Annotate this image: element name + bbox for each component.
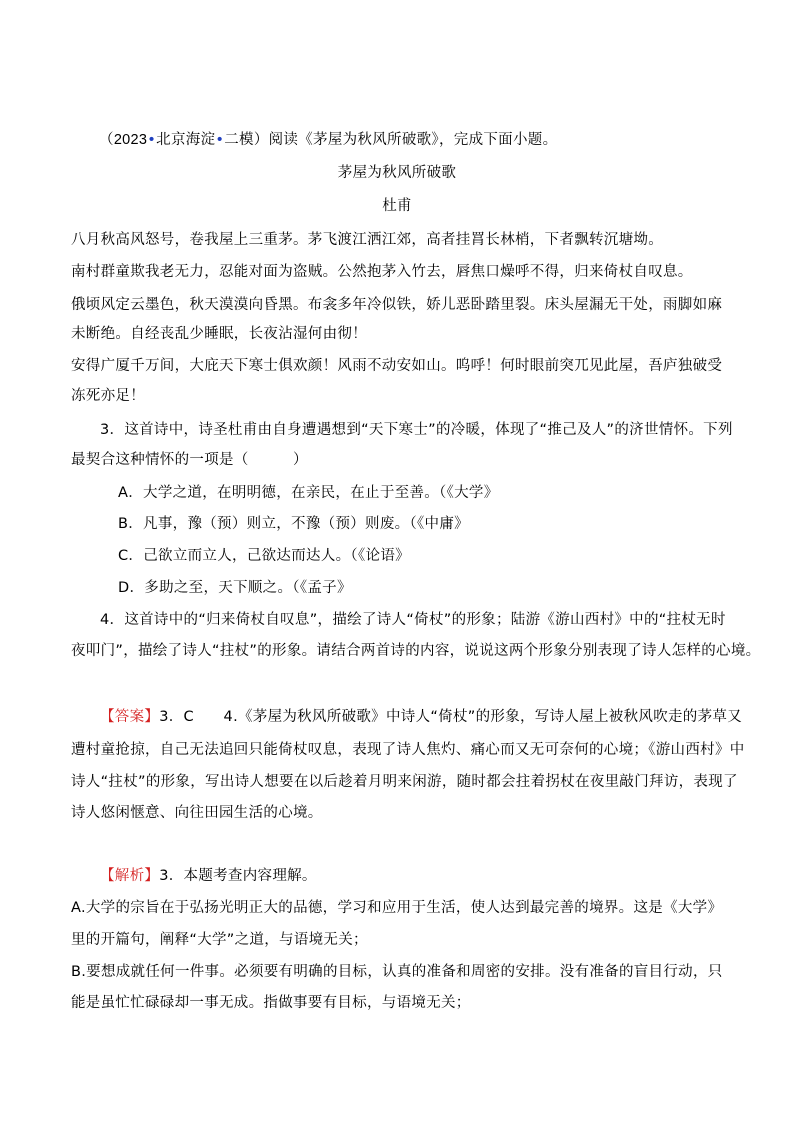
question-3-stem: 3．这首诗中，诗圣杜甫由自身遭遇想到“天下寒士”的冷暖，体现了“推己及人”的济世情怀。下列: [100, 422, 733, 438]
poem-line: 南村群童欺我老无力，忍能对面为盗贼。公然抱茅入竹去，唇焦口燥呼不得，归来倚杖自叹息。: [71, 264, 693, 280]
poem-title: 茅屋为秋风所破歌: [337, 165, 457, 181]
option-c: C．己欲立而立人，己欲达而达人。（《论语》: [118, 548, 410, 564]
analysis-line: 能是虽忙忙碌碌却一事无成。指做事要有目标，与语境无关；: [71, 995, 471, 1011]
answer-text: 3．C 4.《茅屋为秋风所破歌》中诗人“倚杖”的形象，写诗人屋上被秋风吹走的茅草又: [159, 709, 743, 725]
analysis-tag: 【解析】: [100, 868, 160, 884]
answer-line: 遭村童抢掠，自己无法追回只能倚杖叹息，表现了诗人焦灼、痛心而又无可奈何的心境；《游山西村》中: [71, 742, 745, 758]
question-4-stem: 4．这首诗中的“归来倚杖自叹息”，描绘了诗人“倚杖”的形象；陆游《游山西村》中的“拄杖无时: [100, 612, 726, 628]
intro-paren-open: （: [99, 132, 114, 148]
answer-tag: 【答案】: [100, 709, 160, 725]
answer-line: 诗人悠闲惬意、向往田园生活的心境。: [71, 805, 323, 821]
option-d: D．多助之至，天下顺之。（《孟子》: [118, 580, 352, 596]
poem-line: 未断绝。自经丧乱少睡眠，长夜沾湿何由彻！: [71, 326, 367, 342]
analysis-line: A.大学的宗旨在于弘扬光明正大的品德，学习和应用于生活，使人达到最完善的境界。这是《大学》: [71, 900, 723, 916]
question-4-stem-cont: 夜叩门”，描绘了诗人“拄杖”的形象。请结合两首诗的内容，说说这两个形象分别表现了诗人怎样的心境。: [71, 643, 761, 659]
poem-line: 八月秋高风怒号，卷我屋上三重茅。茅飞渡江洒江郊，高者挂罥长林梢，下者飘转沉塘坳。: [71, 232, 663, 248]
intro-instruction: 阅读《茅屋为秋风所破歌》，完成下面小题。: [268, 132, 558, 148]
intro-dot-1: •: [147, 132, 157, 148]
intro-paren-close: ）: [253, 132, 269, 148]
analysis-line: B.要想成就任何一件事。必须要有明确的目标，认真的准备和周密的安排。没有准备的盲目行动，只: [71, 964, 723, 980]
poem-line: 安得广厦千万间，大庇天下寒士俱欢颜！风雨不动安如山。呜呼！何时眼前突兀见此屋，吾庐独破受: [71, 358, 723, 374]
option-a: A．大学之道，在明明德，在亲民，在止于至善。（《大学》: [118, 485, 499, 501]
question-3-stem-cont: 最契合这种情怀的一项是（ ）: [71, 452, 308, 468]
analysis-first-line: [100, 866, 317, 886]
answer-line: 诗人“拄杖”的形象，写出诗人想要在以后趁着月明来闲游，随时都会拄着拐杖在夜里敲门拜访，表现了: [71, 774, 738, 790]
intro-dot-2: •: [215, 132, 225, 148]
analysis-line: 里的开篇句，阐释“大学”之道，与语境无关；: [71, 932, 368, 948]
poem-author: 杜甫: [382, 198, 412, 214]
analysis-text: 3．本题考查内容理解。: [159, 868, 317, 884]
poem-line: 冻死亦足！: [71, 388, 145, 404]
option-b: B．凡事，豫（预）则立，不豫（预）则废。（《中庸》: [118, 516, 469, 532]
poem-line: 俄顷风定云墨色，秋天漠漠向昏黑。布衾多年冷似铁，娇儿恶卧踏里裂。床头屋漏无干处，雨脚如麻: [71, 297, 723, 313]
intro-place: 北京海淀: [156, 132, 216, 148]
answer-first-line: [100, 707, 742, 727]
intro-year: 2023: [113, 132, 148, 148]
question-intro: [99, 130, 557, 150]
intro-exam: 二模: [224, 132, 254, 148]
